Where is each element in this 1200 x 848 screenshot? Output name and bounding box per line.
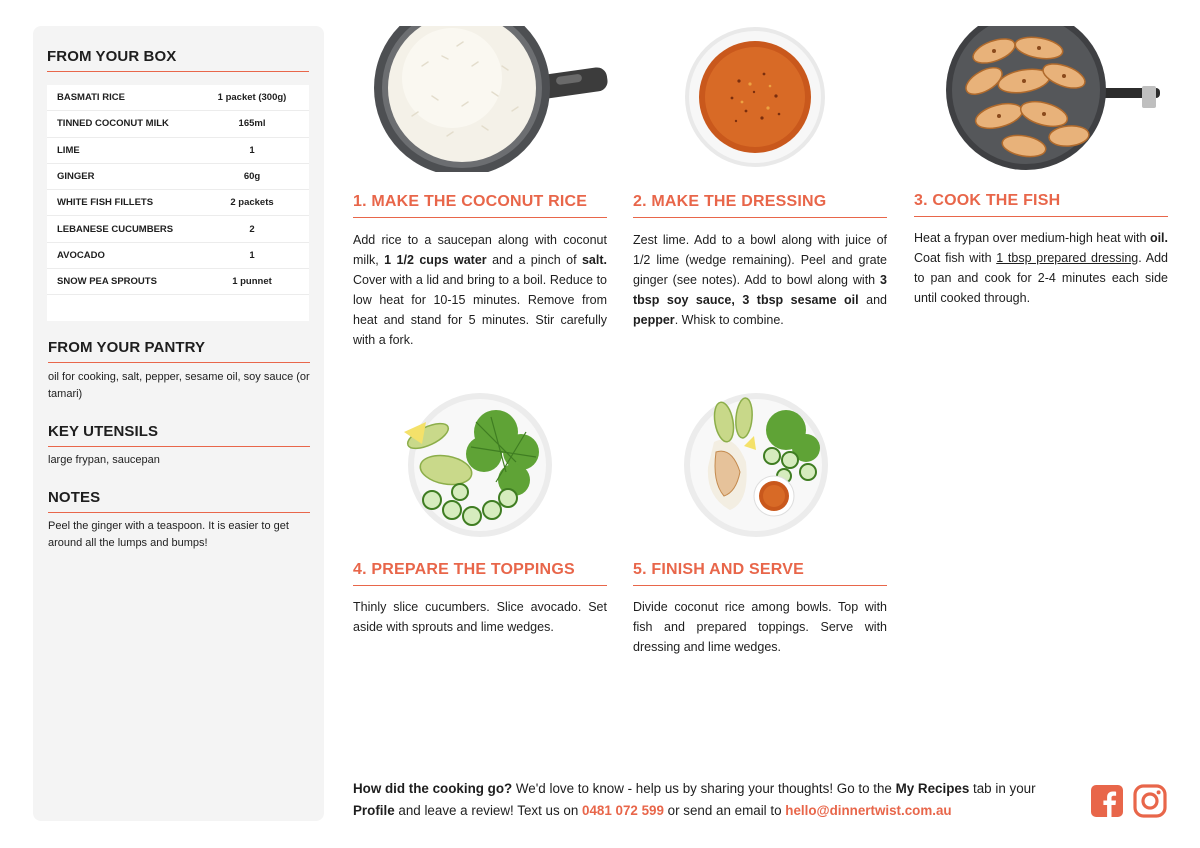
ingredient-row [47, 269, 309, 295]
step-4-title: 4. PREPARE THE TOPPINGS [353, 561, 575, 578]
text-run: How did the cooking go? [353, 781, 513, 796]
step-2-title: 2. MAKE THE DRESSING [633, 193, 827, 210]
utensils-title: KEY UTENSILS [48, 423, 159, 440]
step-4-body [353, 597, 607, 637]
text-run: Divide coconut rice among bowls. Top with fish and prepared toppings. Serve with dressing and lime wedges. [633, 600, 887, 654]
step-1-body [353, 230, 607, 350]
feedback-footer [353, 778, 1073, 822]
divider [914, 216, 1168, 217]
toppings-plate-image [396, 392, 558, 538]
text-run: and a pinch of [486, 253, 582, 267]
dressing-bowl-image [684, 26, 826, 168]
ingredient-name: TINNED COCONUT MILK [57, 118, 169, 130]
ingredient-row [47, 164, 309, 190]
fish-frypan-image [944, 26, 1160, 172]
ingredient-qty: 165ml [238, 118, 266, 130]
divider [47, 71, 309, 72]
ingredient-name: SNOW PEA SPROUTS [57, 276, 157, 288]
ingredient-name: BASMATI RICE [57, 92, 125, 104]
text-run: My Recipes [895, 781, 970, 796]
divider [48, 512, 310, 513]
pantry-text: oil for cooking, salt, pepper, sesame oil, soy sauce (or tamari) [48, 371, 310, 400]
ingredient-row [47, 216, 309, 242]
served-plate-image [684, 392, 828, 538]
text-run: 1 1/2 cups water [384, 253, 487, 267]
ingredient-qty: 1 packet (300g) [217, 92, 287, 104]
ingredient-qty: 2 [249, 223, 255, 235]
ingredient-name: LIME [57, 144, 80, 156]
ingredients-sidebar [33, 26, 324, 821]
pantry-title: FROM YOUR PANTRY [48, 339, 206, 356]
text-run: Coat fish with [914, 251, 997, 265]
step-1-title: 1. MAKE THE COCONUT RICE [353, 193, 588, 210]
text-run: hello@dinnertwist.com.au [785, 803, 952, 818]
ingredients-table [47, 85, 309, 321]
text-run: salt. [581, 253, 607, 267]
step-5-title: 5. FINISH AND SERVE [633, 561, 804, 578]
step-2-body [633, 230, 887, 330]
text-run: . Whisk to combine. [674, 313, 784, 327]
ingredient-qty: 1 [249, 249, 255, 261]
text-run: Heat a frypan over medium-high heat with [914, 231, 1150, 245]
from-your-box-title: FROM YOUR BOX [47, 48, 177, 65]
rice-saucepan-image [372, 26, 610, 172]
ingredient-name: GINGER [57, 171, 95, 183]
text-run: We'd love to know - help us by sharing your thoughts! Go to the [512, 781, 896, 796]
text-run: tab in your [969, 781, 1036, 796]
text-run: and [858, 293, 887, 307]
ingredient-row [47, 111, 309, 137]
notes-title: NOTES [48, 489, 101, 506]
step-3-body [914, 228, 1168, 308]
divider [353, 585, 607, 586]
instagram-icon[interactable] [1133, 784, 1167, 818]
text-run: Thinly slice cucumbers. Slice avocado. Set aside with sprouts and lime wedges. [353, 600, 607, 634]
text-run: Zest lime. Add to a bowl along with juice of 1/2 lime (wedge remaining). Peel and grate ginger (see notes). Add to bowl along with [633, 233, 887, 287]
step-3-title: 3. COOK THE FISH [914, 192, 1061, 209]
ingredient-row [47, 243, 309, 269]
text-run: Cover with a lid and bring to a boil. Reduce to low heat for 10-15 minutes. Remove from heat and stand for 5 minutes. Stir carefully with a fork. [353, 273, 607, 347]
ingredient-name: LEBANESE CUCUMBERS [57, 223, 174, 235]
notes-text: Peel the ginger with a teaspoon. It is easier to get around all the lumps and bumps! [48, 520, 289, 549]
text-run: pepper [633, 313, 675, 327]
utensils-text: large frypan, saucepan [48, 454, 160, 466]
ingredient-qty: 60g [243, 171, 261, 183]
ingredient-qty: 2 packets [230, 197, 274, 209]
text-run: oil. [1149, 231, 1168, 245]
ingredient-name: AVOCADO [57, 249, 105, 261]
text-run: and leave a review! Text us on [394, 803, 583, 818]
ingredient-row [47, 85, 309, 111]
text-run: 3 tbsp soy sauce, 3 tbsp sesame oil [633, 273, 887, 307]
step-5-body [633, 597, 887, 657]
facebook-icon[interactable] [1090, 784, 1124, 818]
divider [48, 446, 310, 447]
ingredient-row [47, 190, 309, 216]
ingredient-row [47, 138, 309, 164]
ingredient-name: WHITE FISH FILLETS [57, 197, 154, 209]
divider [633, 217, 887, 218]
divider [48, 362, 310, 363]
text-run: Profile [353, 803, 395, 818]
ingredient-qty: 1 punnet [232, 276, 272, 288]
text-run: 0481 072 599 [582, 803, 664, 818]
text-run: Add rice to a saucepan along with coconut milk, [353, 233, 607, 267]
divider [353, 217, 607, 218]
ingredient-qty: 1 [249, 144, 255, 156]
text-run: 1 tbsp prepared dressing [996, 251, 1139, 265]
text-run: . Add to pan and cook for 2-4 minutes each side until cooked through. [914, 251, 1168, 305]
text-run: or send an email to [663, 803, 786, 818]
divider [633, 585, 887, 586]
